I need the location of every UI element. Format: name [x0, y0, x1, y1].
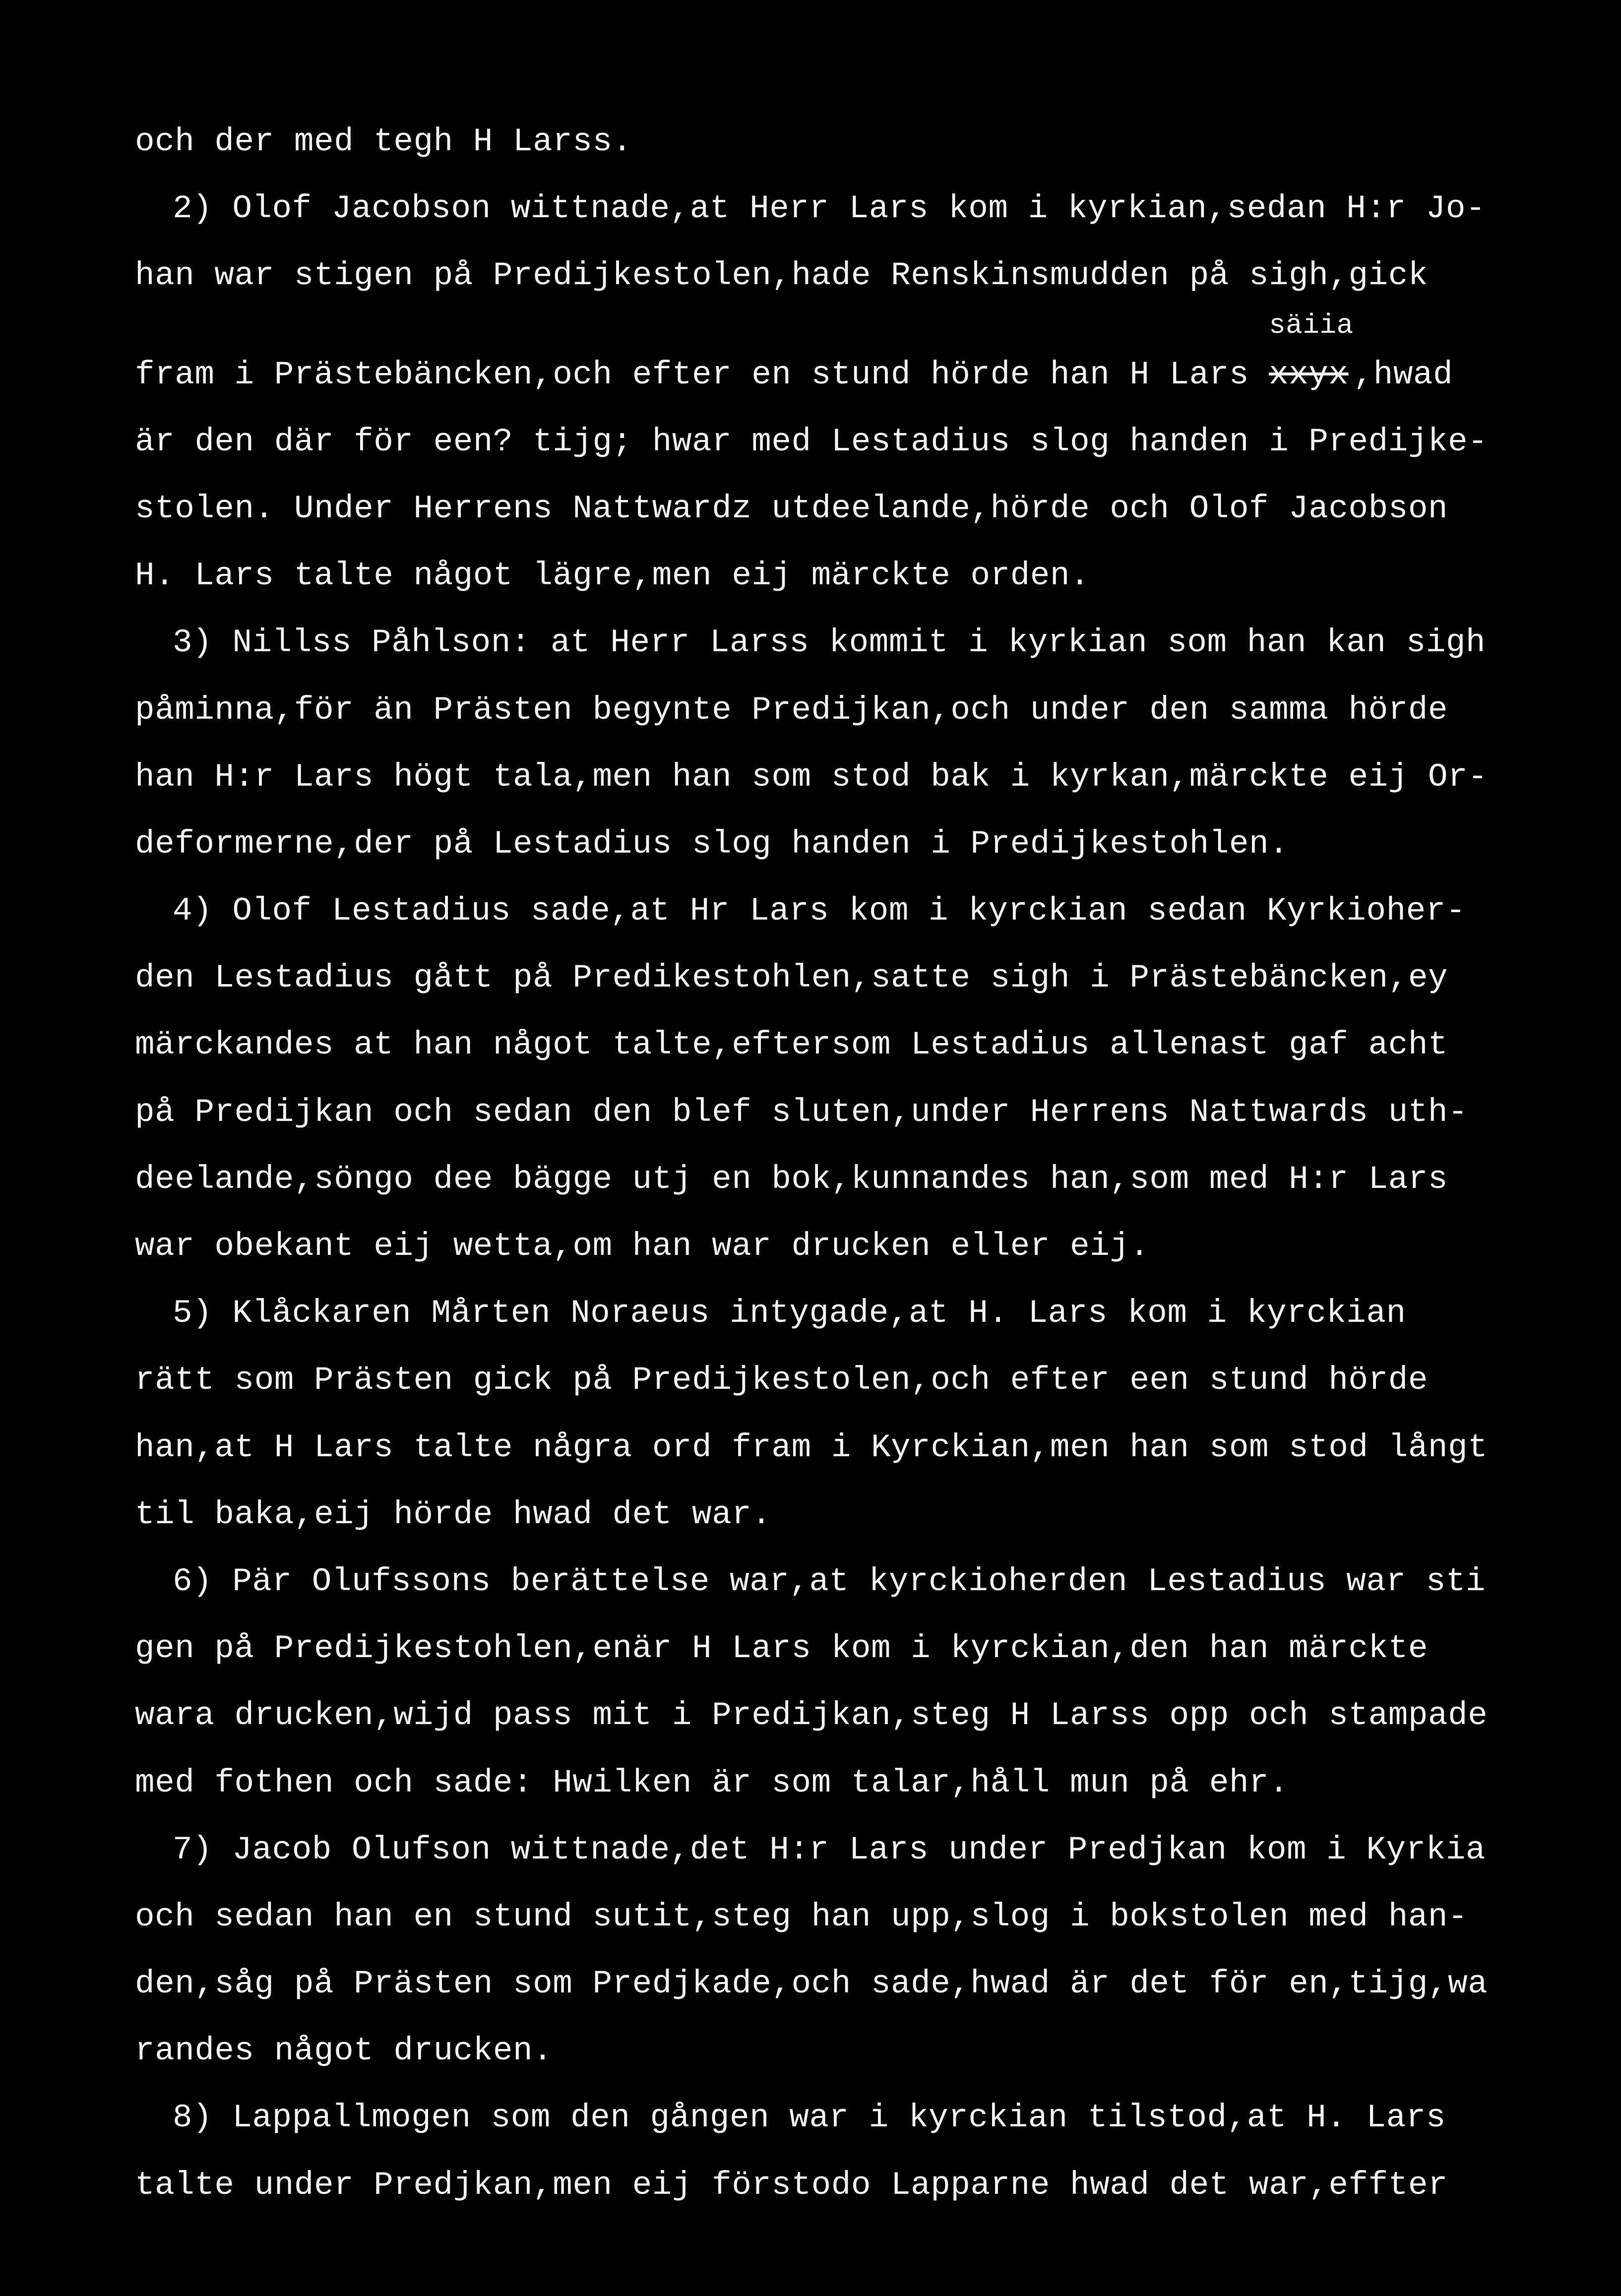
text-line	[135, 1347, 1524, 1414]
line-text: til baka,eij hörde hwad det war.	[135, 1495, 772, 1533]
text-line	[135, 242, 1524, 309]
text-line	[135, 1615, 1524, 1682]
text-line	[135, 1011, 1524, 1078]
line-text: 8) Lappallmogen som den gången war i kyrckian tilstod,at H. Lars	[173, 2099, 1446, 2137]
line-text: H. Lars talte något lägre,men eij märckte orden.	[135, 557, 1090, 595]
text-line	[135, 1682, 1524, 1749]
line-text: 6) Pär Olufssons berättelse war,at kyrckioherden Lestadius war sti	[173, 1562, 1486, 1600]
inserted-word: säiia	[1269, 309, 1354, 341]
text-line	[135, 310, 1524, 408]
text-line	[135, 108, 1524, 175]
text-line	[135, 2152, 1524, 2219]
text-line	[135, 1280, 1524, 1347]
line-text-tail: ,hwad	[1353, 356, 1453, 393]
line-text: 7) Jacob Olufson wittnade,det H:r Lars under Predjkan kom i Kyrkia	[173, 1831, 1486, 1868]
line-text: wara drucken,wijd pass mit i Predijkan,steg H Larss opp och stampade	[135, 1697, 1488, 1735]
text-line	[135, 542, 1524, 609]
line-text: 5) Klåckaren Mårten Noraeus intygade,at H. Lars kom i kyrckian	[173, 1295, 1406, 1332]
text-line	[135, 944, 1524, 1011]
line-text: den,såg på Prästen som Predjkade,och sade,hwad är det för en,tijg,wa	[135, 1965, 1488, 2003]
struck-word: xxyx	[1269, 356, 1349, 393]
line-text: är den där för een? tijg; hwar med Lestadius slog handen i Predijke-	[135, 423, 1488, 460]
text-line	[135, 1213, 1524, 1280]
typewritten-page	[135, 108, 1524, 2219]
text-line	[135, 877, 1524, 944]
line-text: deelande,söngo dee bägge utj en bok,kunnandes han,som med H:r Lars	[135, 1160, 1448, 1198]
text-line	[135, 1079, 1524, 1146]
line-text: randes något drucken.	[135, 2032, 553, 2070]
text-line	[135, 408, 1524, 475]
text-line	[135, 175, 1524, 242]
line-text: 3) Nillss Påhlson: at Herr Larss kommit i kyrkian som han kan sigh	[173, 624, 1486, 662]
line-text: och der med tegh H Larss.	[135, 123, 632, 160]
line-text: fram i Prästebäncken,och efter en stund hörde han H Lars	[135, 356, 1269, 393]
line-text: den Lestadius gått på Predikestohlen,satte sigh i Prästebäncken,ey	[135, 959, 1448, 997]
text-line	[135, 1481, 1524, 1548]
text-line	[135, 1146, 1524, 1213]
line-text: han H:r Lars högt tala,men han som stod bak i kyrkan,märckte eij Or-	[135, 758, 1488, 796]
correction	[1269, 310, 1354, 408]
line-text: deformerne,der på Lestadius slog handen i Predijkestohlen.	[135, 825, 1289, 863]
text-line	[135, 1548, 1524, 1615]
text-line	[135, 475, 1524, 542]
text-line	[135, 1414, 1524, 1481]
text-line	[135, 2017, 1524, 2084]
line-text: 4) Olof Lestadius sade,at Hr Lars kom i kyrckian sedan Kyrkioher-	[173, 892, 1466, 930]
line-text: med fothen och sade: Hwilken är som talar,håll mun på ehr.	[135, 1764, 1289, 1801]
text-line	[135, 1883, 1524, 1950]
line-text: påminna,för än Prästen begynte Predijkan,och under den samma hörde	[135, 691, 1448, 729]
line-text: 2) Olof Jacobson wittnade,at Herr Lars kom i kyrkian,sedan H:r Jo-	[173, 190, 1486, 228]
line-text: talte under Predjkan,men eij förstodo Lapparne hwad det war,effter	[135, 2166, 1448, 2204]
line-text: märckandes at han något talte,eftersom Lestadius allenast gaf acht	[135, 1026, 1448, 1064]
text-line	[135, 1816, 1524, 1883]
text-line	[135, 677, 1524, 744]
line-text: rätt som Prästen gick på Predijkestolen,och efter een stund hörde	[135, 1362, 1428, 1399]
line-text: på Predijkan och sedan den blef sluten,under Herrens Nattwards uth-	[135, 1093, 1468, 1131]
text-line	[135, 744, 1524, 810]
line-text: stolen. Under Herrens Nattwardz utdeelande,hörde och Olof Jacobson	[135, 490, 1448, 527]
text-line	[135, 609, 1524, 676]
text-line	[135, 1950, 1524, 2017]
line-text: gen på Predijkestohlen,enär H Lars kom i kyrckian,den han märckte	[135, 1630, 1428, 1668]
text-line	[135, 810, 1524, 877]
line-text: war obekant eij wetta,om han war drucken eller eij.	[135, 1228, 1150, 1265]
line-text: och sedan han en stund sutit,steg han upp,slog i bokstolen med han-	[135, 1898, 1468, 1935]
line-text: han war stigen på Predijkestolen,hade Renskinsmudden på sigh,gick	[135, 257, 1428, 295]
text-line	[135, 1749, 1524, 1816]
text-line	[135, 2084, 1524, 2151]
line-text: han,at H Lars talte några ord fram i Kyrckian,men han som stod långt	[135, 1428, 1488, 1466]
